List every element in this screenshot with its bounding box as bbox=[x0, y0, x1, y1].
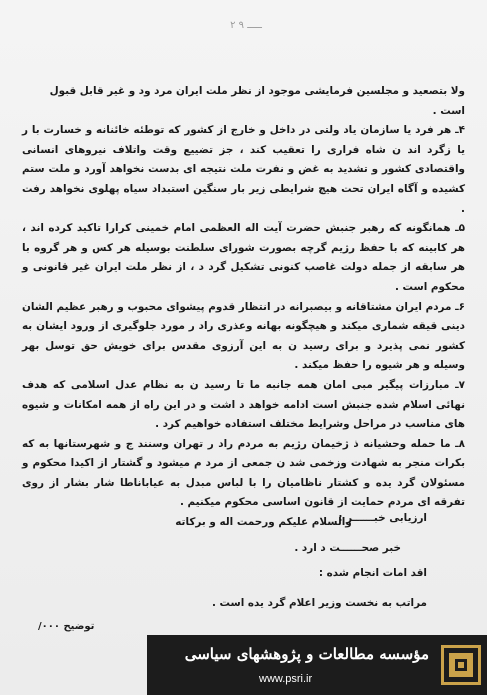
paragraph-6: ۶ـ مردم ایران مشتاقانه و بیصبرانه در انتظار قدوم پیشوای محبوب و رهبر عظیم الشان دینی قیقه شماری میکند و هیچگونه بهانه وعذری راد ر مورد جلوگیری از ورود ایشان به کشور نمی پذیرد و برای رسید ن به این آرزوی مقدس برای خویش حق توسل بهر وسیله و هر شیوه را حفظ میکند . bbox=[22, 300, 465, 372]
actions-taken-label: اقد امات انجام شده : bbox=[318, 567, 427, 579]
paragraph-7: ۷ـ مبارزات پیگیر مبی امان همه جانبه ما تا رسید ن به نظام عدل اسلامی که هدف نهائی اسلام شده جنبش است ادامه خواهد د اشت و در این راه از همه امکانات و شیوه های مناسب در مراحل وشرایط مختلف استفاده خواهیم کرد . bbox=[22, 378, 465, 431]
paragraph-4: ۴ـ هر فرد یا سازمان یاد ولتی در داخل و خارج از کشور که توطئه خائنانه و خسارت با ر یا زگرد اند ن شاه فراری را تعقیب کند ، جز تضییع وقت واتلاف نیروهای انسانی واقتصادی کشور و تشدید به غض و نفرت ملت نتیجه ای بدست نخواهد آورد و ملت ستم کشیده و آگاه ایران تحت هیچ شرایطی زیر بار سنگین استبداد سیاه پهلوی نخواهد رفت . bbox=[22, 124, 465, 215]
institute-name: مؤسسه مطالعات و پژوهشهای سیاسی bbox=[184, 645, 429, 663]
news-evaluation-label: ارزیابی خبــــــر : bbox=[338, 512, 427, 524]
document-body bbox=[22, 82, 465, 533]
institute-url: www.psri.ir bbox=[259, 673, 313, 685]
news-accuracy-row bbox=[294, 542, 401, 554]
paragraph-5: ۵ـ همانگونه که رهبر جنبش حضرت آیت اله العظمی امام خمینی کرارا تاکید کرده اند ، هر کابینه که با حفظ رژیم گرچه بصورت شورای سلطنت بوسیله هر کس و هر گروه با هر سابقه از جمله دولت غاصب کنونی تشکیل گرد د ، از نظر ملت ایران غیر قانونی و محکوم است . bbox=[22, 222, 465, 293]
closing-salutation: والسلام علیکم ورحمت اله و برکاته bbox=[175, 516, 352, 529]
news-accuracy-label: خبر صحــــــت د ارد . bbox=[294, 542, 401, 554]
paragraph-8: ۸ـ ما حمله وحشیانه ذ ژخیمان رژیم به مردم راد ر تهران وسنند ج و شهرستانها به که بکرات منجر به شهادت وزخمی شد ن جمعی از مرد م میشود و گشتار از اکیدا محکوم و مسئولان گرد یده و کشتار ناظامیان را با لباس مبدل به عیاباناطا شار بشار از روی تفرقه ای مردم حمایت از قانون اساسی محکوم میکنیم . bbox=[22, 437, 465, 509]
actions-result-text: مراتب به نخست وزیر اعلام گرد یده است . bbox=[211, 597, 427, 609]
news-evaluation-row bbox=[338, 512, 427, 524]
page-number-mark: ۲ ۹ ـــــ bbox=[230, 20, 262, 31]
institute-logo-icon bbox=[441, 645, 481, 685]
paragraph-continuation: ولا بتصعید و مجلسین فرمایشی موجود از نظر ملت ایران مرد ود و غیر قابل قبول است . bbox=[49, 85, 465, 117]
actions-taken-row bbox=[319, 567, 427, 579]
explanation-label: توضیح ۰۰۰/ bbox=[38, 621, 95, 632]
watermark-banner bbox=[147, 635, 487, 695]
